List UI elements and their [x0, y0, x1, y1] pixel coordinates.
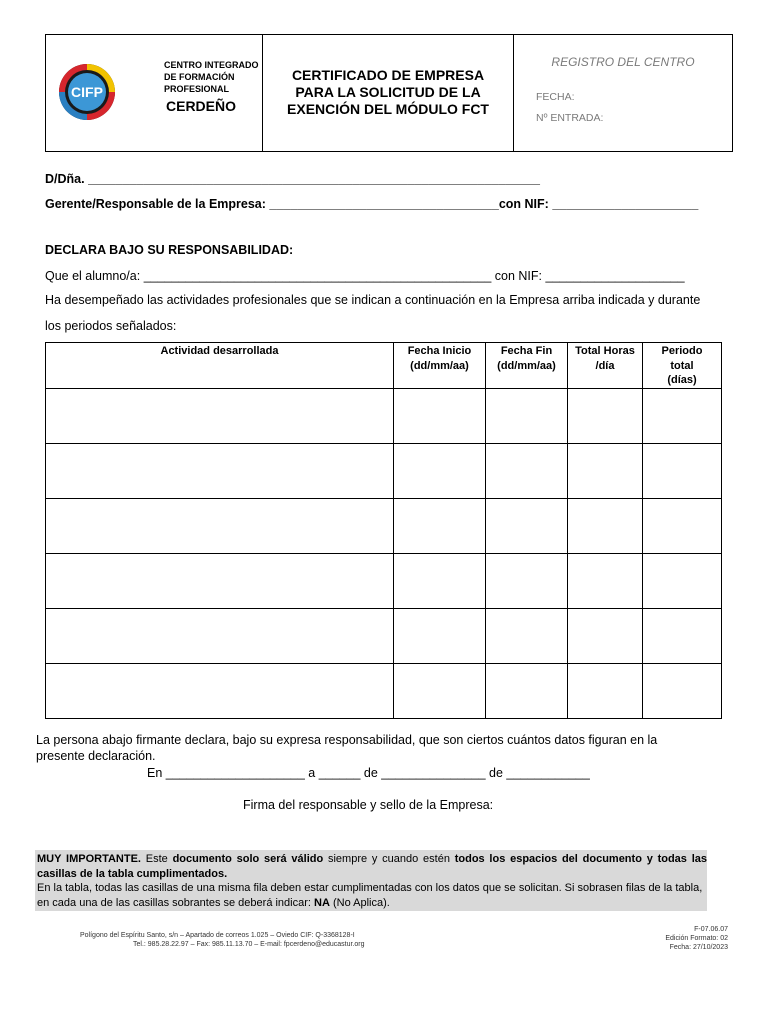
notice-bold-1: documento solo será válido	[172, 853, 324, 865]
activity-table	[45, 342, 722, 719]
date-place-line[interactable]: En ____________________ a ______ de _______________ de ____________	[147, 766, 590, 780]
col-total-horas: Total Horas /día	[568, 343, 643, 389]
notice-na: NA	[314, 896, 330, 909]
table-row	[46, 608, 722, 663]
con-nif-label: con NIF:	[498, 197, 549, 211]
center-line-1: CENTRO INTEGRADO	[164, 60, 259, 70]
gerente-label: Gerente/Responsable de la Empresa:	[45, 197, 266, 211]
cell-periodo-total[interactable]	[643, 443, 722, 498]
cifp-logo	[58, 63, 116, 121]
cell-actividad[interactable]	[46, 498, 394, 553]
cell-total-horas[interactable]	[568, 388, 643, 443]
cell-periodo-total[interactable]	[643, 388, 722, 443]
footer-code: F-07.06.07	[694, 926, 728, 933]
notice-bold-2: todos los espacios del documento y todas las casillas de la tabla cumplimentados.	[37, 853, 707, 880]
notice-na-tail: (No Aplica).	[329, 896, 390, 909]
cell-total-horas[interactable]	[568, 553, 643, 608]
cell-total-horas[interactable]	[568, 608, 643, 663]
gerente-blank[interactable]: _________________________________	[269, 197, 499, 211]
nif-blank-1[interactable]: _____________________	[552, 197, 699, 211]
declaration-line-1: La persona abajo firmante declara, bajo su expresa responsabilidad, que son ciertos cuántos datos figuran en la	[36, 733, 658, 747]
center-name: CERDEÑO	[166, 98, 237, 114]
cell-fecha-fin[interactable]	[486, 498, 568, 553]
muy-importante-label: MUY IMPORTANTE.	[37, 853, 141, 865]
dna-line	[45, 172, 540, 186]
notice-paragraph-2	[37, 881, 707, 910]
center-info-cell	[46, 35, 263, 151]
firma-label: Firma del responsable y sello de la Empresa:	[243, 798, 494, 812]
registro-title: REGISTRO DEL CENTRO	[551, 55, 695, 69]
table-row	[46, 443, 722, 498]
cell-actividad[interactable]	[46, 443, 394, 498]
con-nif-label-2: con NIF:	[494, 269, 543, 283]
registro-cell	[514, 35, 732, 151]
cell-total-horas[interactable]	[568, 498, 643, 553]
cell-fecha-fin[interactable]	[486, 608, 568, 663]
footer-address-1: Polígono del Espíritu Santo, s/n – Apartado de correos 1.025 – Oviedo CIF: Q-3368128-I	[80, 932, 355, 939]
alumno-label: Que el alumno/a:	[45, 269, 141, 283]
table-row	[46, 498, 722, 553]
table-row	[46, 388, 722, 443]
table-row	[46, 553, 722, 608]
nif-blank-2[interactable]: ____________________	[545, 269, 685, 283]
document-header	[45, 34, 733, 152]
title-cell	[263, 35, 514, 151]
cell-periodo-total[interactable]	[643, 663, 722, 718]
declaration-line-2: presente declaración.	[36, 749, 156, 763]
title-line-2: PARA LA SOLICITUD DE LA	[295, 84, 481, 100]
cell-periodo-total[interactable]	[643, 608, 722, 663]
cell-actividad[interactable]	[46, 553, 394, 608]
col-fecha-fin: Fecha Fin (dd/mm/aa)	[486, 343, 568, 389]
cell-fecha-fin[interactable]	[486, 663, 568, 718]
cell-fecha-inicio[interactable]	[394, 553, 486, 608]
footer-fecha: Fecha: 27/10/2023	[669, 944, 728, 951]
notice-paragraph-1	[37, 852, 707, 881]
cell-actividad[interactable]	[46, 663, 394, 718]
entrada-label: Nº ENTRADA:	[536, 112, 604, 124]
col-actividad: Actividad desarrollada	[46, 343, 394, 389]
cell-fecha-inicio[interactable]	[394, 608, 486, 663]
center-line-2: DE FORMACIÓN	[164, 72, 235, 82]
notice-text-3: En la tabla, todas las casillas de una misma fila deben estar cumplimentadas con los datos que se solicitan. Si sobrasen filas de la tabla, en cada una de las casillas sobrantes se deberá indicar:	[37, 882, 703, 909]
cell-periodo-total[interactable]	[643, 553, 722, 608]
fecha-label: FECHA:	[536, 91, 575, 103]
cell-fecha-fin[interactable]	[486, 388, 568, 443]
col-fecha-inicio: Fecha Inicio (dd/mm/aa)	[394, 343, 486, 389]
cell-periodo-total[interactable]	[643, 498, 722, 553]
footer-address-2: Tel.: 985.28.22.97 – Fax: 985.11.13.70 – E-mail: fpcerdeno@educastur.org	[133, 941, 365, 948]
cell-actividad[interactable]	[46, 608, 394, 663]
table-header-row	[46, 343, 722, 389]
cell-fecha-fin[interactable]	[486, 443, 568, 498]
alumno-line	[45, 269, 685, 283]
cell-fecha-inicio[interactable]	[394, 498, 486, 553]
dna-label: D/Dña.	[45, 172, 85, 186]
table-row	[46, 663, 722, 718]
cell-total-horas[interactable]	[568, 443, 643, 498]
center-line-3: PROFESIONAL	[164, 84, 230, 94]
gerente-line	[45, 197, 698, 211]
footer-form-code	[665, 925, 728, 952]
alumno-blank[interactable]: __________________________________________________	[143, 269, 492, 283]
desempenado-line-2: los periodos señalados:	[45, 319, 177, 333]
important-notice	[35, 850, 707, 911]
cell-fecha-inicio[interactable]	[394, 443, 486, 498]
cell-fecha-inicio[interactable]	[394, 663, 486, 718]
title-line-1: CERTIFICADO DE EMPRESA	[291, 67, 485, 83]
notice-text-1: Este	[140, 853, 173, 865]
title-line-3: EXENCIÓN DEL MÓDULO FCT	[287, 101, 489, 117]
cell-actividad[interactable]	[46, 388, 394, 443]
cell-fecha-fin[interactable]	[486, 553, 568, 608]
col-periodo-total: Periodo total (días)	[643, 343, 722, 389]
notice-text-2: siempre y cuando estén	[323, 853, 455, 865]
footer-edicion: Edición Formato: 02	[665, 935, 728, 942]
desempenado-line-1: Ha desempeñado las actividades profesionales que se indican a continuación en la Empresa arriba indicada y durante	[45, 293, 701, 307]
svg-text:CIFP: CIFP	[71, 84, 103, 100]
declara-heading: DECLARA BAJO SU RESPONSABILIDAD:	[45, 243, 294, 257]
cell-total-horas[interactable]	[568, 663, 643, 718]
dna-blank[interactable]: _________________________________________________________________	[88, 172, 540, 186]
cell-fecha-inicio[interactable]	[394, 388, 486, 443]
